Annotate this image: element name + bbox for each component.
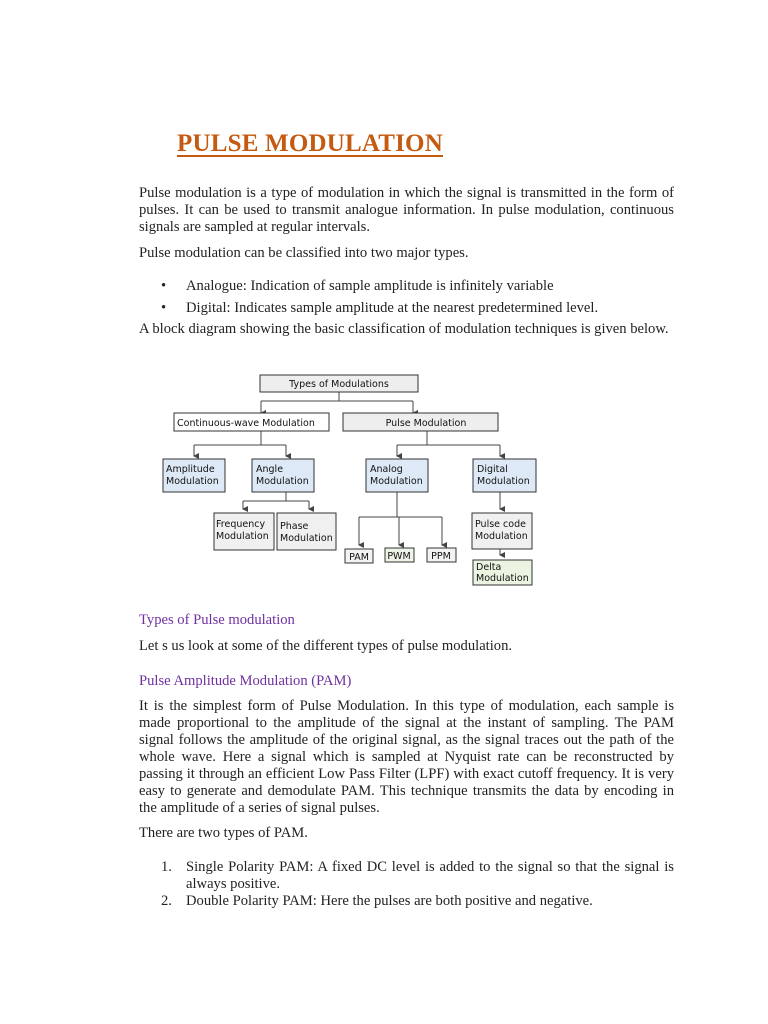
types-intro-paragraph: Let s us look at some of the different types of pulse modulation. bbox=[139, 638, 513, 654]
diagram-digital-label: Digital bbox=[477, 464, 508, 475]
diagram-frequency-label: Frequency bbox=[216, 519, 266, 530]
diagram-digital-label: Modulation bbox=[477, 476, 530, 487]
item-number: 1. bbox=[161, 859, 172, 875]
diagram-analog-label: Modulation bbox=[370, 476, 423, 487]
bullet-text: Digital: Indicates sample amplitude at the nearest predetermined level. bbox=[186, 300, 599, 316]
diagram-frequency-label: Modulation bbox=[216, 531, 269, 542]
intro-paragraph: Pulse modulation is a type of modulation in which the signal is transmitted in the form of pulses. It can be used to transmit analogue information. In pulse modulation, continuous signals are sampled at regular intervals. bbox=[139, 185, 674, 235]
classified-paragraph: Pulse modulation can be classified into two major types. bbox=[139, 245, 469, 261]
diagram-cw-label: Continuous-wave Modulation bbox=[177, 418, 315, 429]
diagram-root-label: Types of Modulations bbox=[289, 379, 389, 390]
pam-heading: Pulse Amplitude Modulation (PAM) bbox=[139, 673, 352, 689]
types-heading: Types of Pulse modulation bbox=[139, 612, 295, 628]
diagram-angle-label: Angle bbox=[256, 464, 284, 475]
item-number: 2. bbox=[161, 893, 172, 909]
bullet-dot-icon: • bbox=[161, 300, 167, 316]
diagram-pulse-label: Pulse Modulation bbox=[385, 418, 467, 429]
pam-body-paragraph: It is the simplest form of Pulse Modulation. In this type of modulation, each sample is made proportional to the amplitude of the signal at the instant of sampling. The PAM signal follows the amplitude of the original signal, as the signal traces out the path of the whole wave. Here a signal which is sampled at Nyquist rate can be reconstructed by passing it through an efficient Low Pass Filter (LPF) with exact cutoff frequency. It is very easy to generate and demodulate PAM. This technique transmits the data by encoding in the amplitude of a series of signal pulses. bbox=[139, 698, 674, 816]
diagram-pcm-label: Modulation bbox=[475, 531, 528, 542]
diagram-angle-label: Modulation bbox=[256, 476, 309, 487]
diagram-phase-label: Phase bbox=[280, 521, 309, 532]
diagram-phase-label: Modulation bbox=[280, 533, 333, 544]
modulation-block-diagram bbox=[160, 365, 540, 587]
diagram-delta-label: Delta bbox=[476, 562, 502, 573]
diagram-pcm-label: Pulse code bbox=[475, 519, 526, 530]
pam-types-intro: There are two types of PAM. bbox=[139, 825, 308, 841]
diagram-amplitude-label: Modulation bbox=[166, 476, 219, 487]
diagram-amplitude-label: Amplitude bbox=[166, 464, 215, 475]
diagram-analog-label: Analog bbox=[370, 464, 403, 475]
diagram-ppm-label: PPM bbox=[431, 551, 451, 562]
item-text: Double Polarity PAM: Here the pulses are both positive and negative. bbox=[186, 893, 593, 909]
block-intro-paragraph: A block diagram showing the basic classification of modulation techniques is given below. bbox=[139, 321, 669, 337]
diagram-pwm-label: PWM bbox=[387, 551, 411, 562]
bullet-text: Analogue: Indication of sample amplitude is infinitely variable bbox=[186, 278, 554, 294]
bullet-dot-icon: • bbox=[161, 278, 167, 294]
diagram-delta-label: Modulation bbox=[476, 573, 529, 584]
item-text: Single Polarity PAM: A fixed DC level is added to the signal so that the signal is always positive. bbox=[186, 859, 674, 892]
diagram-pam-label: PAM bbox=[349, 552, 369, 563]
page-title: PULSE MODULATION bbox=[177, 130, 443, 157]
